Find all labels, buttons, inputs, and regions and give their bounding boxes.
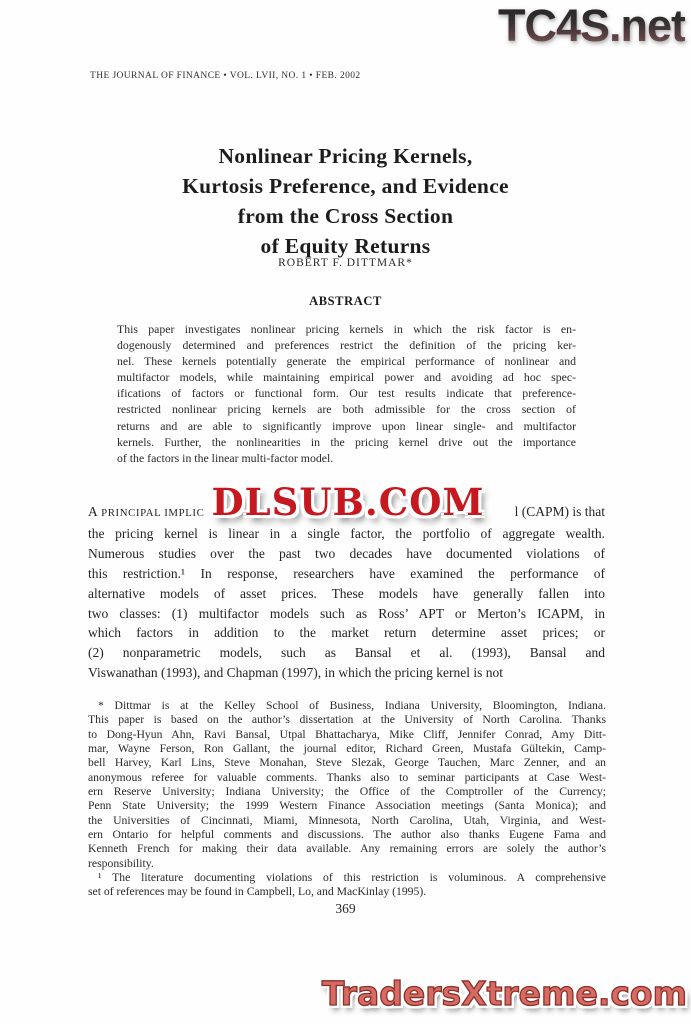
abstract-line: returns and are able to significantly improve upon linear single- and multifactor xyxy=(117,418,576,433)
abstract-heading: ABSTRACT xyxy=(309,294,382,308)
star-footnote-line: to Dong-Hyun Ahn, Ravi Bansal, Utpal Bhattacharya, Mike Cliff, Jennifer Conrad, Amy Ditt- xyxy=(88,727,606,741)
smallcaps-phrase: PRINCIPAL IMPLIC xyxy=(101,507,205,519)
abstract-line: of the factors in the linear multi-factor model. xyxy=(117,450,334,465)
watermark-dlsub: DLSUB.COM xyxy=(211,480,485,524)
body-line1-suffix: l (CAPM) is that xyxy=(514,504,605,519)
body-paragraph xyxy=(88,502,605,683)
body-line: two classes: (1) multifactor models such as Ross’ APT or Merton’s ICAPM, in xyxy=(88,605,605,621)
star-footnote-line: responsibility. xyxy=(88,856,154,870)
star-footnote-line: Penn State University; the 1999 Western Finance Association meetings (Santa Monica); and xyxy=(88,799,606,813)
journal-header: THE JOURNAL OF FINANCE • VOL. LVII, NO. 1 • FEB. 2002 xyxy=(90,71,361,81)
body-line: (2) nonparametric models, such as Bansal et al. (1993), Bansal and xyxy=(88,645,605,661)
star-footnote-line: the Universities of Cincinnati, Miami, Minnesota, North Carolina, Utah, Virginia, and West- xyxy=(88,813,606,827)
body-line: alternative models of asset prices. These models have generally fallen into xyxy=(88,585,605,601)
star-footnote-line: * Dittmar is at the Kelley School of Business, Indiana University, Bloomington, Indiana. xyxy=(98,699,606,712)
star-footnote-line: Kenneth French for making their data available. Any remaining errors are solely the author’s xyxy=(88,842,606,856)
title-line: from the Cross Section xyxy=(237,204,454,228)
abstract-line: dogenously determined and preferences restrict the definition of the pricing ker- xyxy=(117,338,576,353)
star-footnote-line: ern Ontario for helpful comments and discussions. The author also thanks Eugene Fama and xyxy=(88,828,606,842)
title-line: of Equity Returns xyxy=(260,234,431,258)
star-footnote-line: mar, Wayne Ferson, Ron Gallant, the journal editor, Richard Green, Mustafa Gültekin, Camp- xyxy=(88,742,606,756)
footnotes xyxy=(88,699,606,900)
paper-title xyxy=(0,141,691,261)
page-number: 369 xyxy=(335,901,356,916)
footnote1-line: ¹ The literature documenting violations of this restriction is voluminous. A comprehensive xyxy=(98,871,606,885)
star-footnote-line: bell Harvey, Karl Lins, Steve Monahan, Steve Slezak, George Tauchen, Marc Zenner, and an xyxy=(88,756,606,770)
body-line: the pricing kernel is linear in a single factor, the portfolio of aggregate wealth. xyxy=(88,525,605,541)
body-line1-prefix: A PRINCIPAL IMPLIC xyxy=(88,504,205,519)
abstract-line: nel. These kernels potentially generate the empirical performance of nonlinear and xyxy=(117,354,576,369)
body-line: which factors in addition to the market return determine asset prices; or xyxy=(88,625,605,641)
footnote1-line: set of references may be found in Campbell, Lo, and MacKinlay (1995). xyxy=(88,885,427,899)
star-footnote-line: This paper is based on the author’s dissertation at the University of North Carolina. Thanks xyxy=(88,713,606,727)
title-line: Nonlinear Pricing Kernels, xyxy=(218,144,473,168)
star-footnote-line: ern Reserve University; Indiana University; the Office of the Comptroller of the Currency; xyxy=(88,785,606,799)
abstract-line: ifications of factors or functional form. Our test results indicate that preference- xyxy=(117,386,576,401)
body-line: this restriction.¹ In response, researchers have examined the performance of xyxy=(88,565,605,581)
title-line: Kurtosis Preference, and Evidence xyxy=(182,174,509,198)
abstract-line: multifactor models, while maintaining empirical power and avoiding ad hoc spec- xyxy=(117,370,576,385)
watermark-tc4s: TC4S.net xyxy=(497,0,685,51)
body-line: Numerous studies over the past two decades have documented violations of xyxy=(88,545,605,561)
star-footnote-line: anonymous referee for valuable comments. Thanks also to seminar participants at Case West- xyxy=(88,770,606,784)
body-line: Viswanathan (1993), and Chapman (1997), in which the pricing kernel is not xyxy=(88,665,503,681)
abstract-line: restricted nonlinear pricing kernels are both admissible for the cross section of xyxy=(117,402,576,417)
abstract-line: kernels. Further, the nonlinearities in the pricing kernel drive out the importance xyxy=(117,434,576,449)
author-line: ROBERT F. DITTMAR* xyxy=(278,257,413,269)
abstract-text xyxy=(117,321,576,466)
abstract-line: This paper investigates nonlinear pricing kernels in which the risk factor is en- xyxy=(117,322,576,336)
watermark-tradersxtreme: TradersXtreme.com xyxy=(321,974,687,1013)
